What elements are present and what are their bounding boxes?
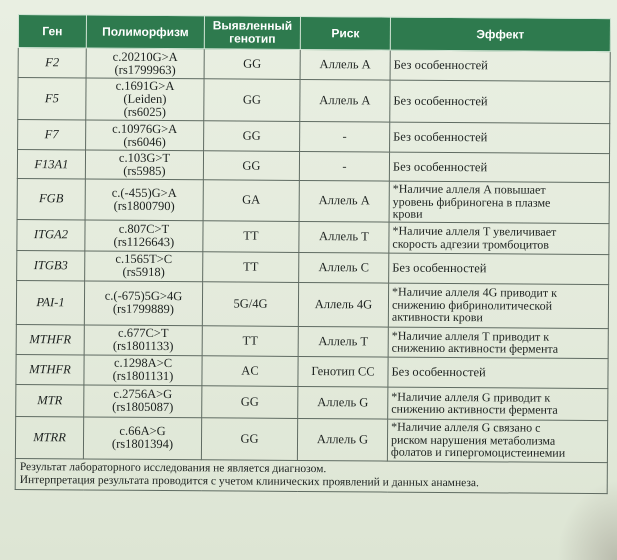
polymorphism-line: (rs1805087) — [112, 399, 174, 415]
header-risk: Риск — [300, 16, 390, 50]
polymorphism-line: (rs1799889) — [112, 301, 175, 317]
cell-effect — [388, 327, 608, 359]
effect-line: скорость адгезии тромбоцитов — [392, 236, 550, 252]
cell-risk: - — [299, 151, 389, 181]
cell-effect — [388, 387, 608, 421]
effect-line: *Наличие аллеля A повышает — [392, 181, 546, 197]
polymorphism-line: (rs1800790) — [113, 198, 175, 213]
cell-gene: MTHFR — [16, 324, 84, 354]
cell-risk: Генотип CC — [298, 356, 388, 387]
cell-gene: ITGA2 — [17, 219, 85, 250]
cell-risk: Аллель G — [297, 418, 387, 461]
cell-genotype: GG — [204, 49, 300, 80]
polymorphism-line: c.1565T>C — [115, 251, 173, 267]
cell-risk: Аллель T — [299, 221, 389, 253]
cell-risk: - — [300, 121, 390, 152]
cell-gene: F13A1 — [17, 150, 85, 179]
cell-polymorphism — [84, 354, 202, 385]
effect-line: риском нарушения метаболизма — [390, 432, 556, 448]
polymorphism-line: (rs6025) — [123, 104, 167, 120]
effect-line: Без особенностей — [392, 260, 487, 275]
table-row — [17, 178, 609, 223]
cell-effect — [388, 283, 608, 329]
polymorphism-line: c.20210G>A — [112, 49, 178, 64]
polymorphism-line: c.677C>T — [117, 325, 169, 341]
effect-line: Без особенностей — [393, 93, 488, 109]
effect-line: Без особенностей — [393, 57, 488, 73]
cell-effect — [388, 357, 608, 389]
header-effect: Эффект — [390, 17, 610, 52]
cell-polymorphism — [86, 48, 204, 79]
cell-polymorphism — [84, 384, 202, 417]
table-row — [16, 280, 608, 328]
effect-line: *Наличие аллеля G приводит к — [391, 389, 551, 405]
effect-line: Без особенностей — [392, 159, 488, 174]
cell-risk: Аллель A — [299, 180, 389, 221]
cell-gene: F7 — [18, 120, 86, 150]
polymorphism-line: (rs1801131) — [112, 368, 174, 384]
effect-line: снижению активности фермента — [391, 401, 558, 417]
polymorphism-line: (rs5985) — [123, 163, 166, 179]
cell-gene: F2 — [18, 48, 86, 78]
polymorphism-line: c.103G>T — [118, 150, 171, 166]
cell-genotype: GG — [203, 151, 299, 181]
cell-risk: Аллель G — [298, 386, 388, 419]
cell-genotype: GG — [201, 417, 297, 460]
polymorphism-line: c.10976G>A — [112, 121, 178, 136]
effect-line: снижению активности фермента — [391, 340, 559, 356]
cell-risk: Аллель A — [300, 79, 390, 122]
table-row — [17, 150, 609, 183]
cell-genotype: TT — [203, 220, 299, 252]
effect-line: крови — [392, 206, 423, 221]
polymorphism-line: (rs1801394) — [111, 436, 174, 452]
cell-effect — [387, 419, 607, 463]
cell-effect — [389, 222, 609, 255]
cell-polymorphism — [84, 324, 202, 355]
effect-line: *Наличие аллеля T увеличивает — [392, 223, 557, 239]
cell-polymorphism — [85, 219, 203, 251]
cell-polymorphism — [85, 179, 203, 220]
table-row — [16, 324, 608, 358]
cell-genotype: AC — [202, 355, 298, 386]
footer-note — [15, 458, 607, 493]
polymorphism-line: (rs1126643) — [113, 234, 175, 249]
table-row — [18, 78, 610, 124]
polymorphism-line: (rs1801133) — [112, 338, 174, 354]
table-footer-row — [15, 458, 607, 493]
table-row — [18, 120, 610, 154]
effect-line: уровень фибриногена в плазме — [392, 194, 551, 210]
polymorphism-line: c.1298A>C — [113, 355, 173, 371]
effect-line: *Наличие аллеля T приводит к — [391, 328, 550, 344]
cell-gene: ITGB3 — [17, 250, 85, 280]
genotype-results-table — [15, 14, 611, 494]
cell-polymorphism — [85, 150, 203, 180]
cell-effect — [390, 50, 610, 82]
cell-gene: MTRR — [15, 416, 83, 458]
cell-polymorphism — [85, 250, 203, 281]
table-row — [17, 219, 609, 254]
cell-polymorphism — [84, 280, 202, 325]
cell-risk: Аллель T — [298, 326, 388, 357]
cell-gene: F5 — [18, 78, 86, 120]
cell-genotype: GG — [202, 385, 298, 418]
cell-gene: FGB — [17, 178, 85, 219]
header-genotype: Выявленный генотип — [204, 16, 300, 50]
cell-polymorphism — [83, 416, 201, 459]
table-row — [16, 354, 608, 388]
cell-effect — [390, 122, 610, 154]
cell-risk: Аллель 4G — [298, 282, 388, 327]
effect-line: Без особенностей — [393, 129, 488, 145]
table-row — [17, 250, 609, 284]
effect-line: активности крови — [391, 309, 483, 325]
polymorphism-line: c.1691G>A — [115, 78, 175, 94]
polymorphism-line: (rs6046) — [123, 134, 166, 149]
cell-effect — [389, 152, 609, 183]
cell-risk: Аллель C — [299, 252, 389, 283]
cell-effect — [389, 253, 609, 285]
polymorphism-line: (Leiden) — [123, 91, 167, 107]
effect-line: *Наличие аллеля 4G приводит к — [392, 284, 558, 301]
cell-effect — [389, 181, 609, 223]
cell-polymorphism — [86, 120, 204, 151]
footer-line: Интерпретация результата проводится с учетом клинических проявлений и данных анамнеза. — [19, 473, 479, 489]
cell-genotype: GG — [204, 79, 300, 122]
cell-gene: MTHFR — [16, 354, 84, 384]
header-polymorphism: Полиморфизм — [86, 15, 204, 49]
effect-line: Без особенностей — [391, 364, 486, 379]
polymorphism-line: (rs5918) — [122, 264, 165, 280]
effect-line: фолатов и гипергомоцистеинемии — [390, 444, 566, 461]
table-row — [15, 416, 607, 462]
cell-gene: PAI-1 — [16, 280, 84, 324]
polymorphism-line: (rs1799963) — [114, 62, 176, 77]
cell-genotype: TT — [203, 251, 299, 282]
cell-risk: Аллель A — [300, 49, 390, 80]
cell-genotype: 5G/4G — [202, 281, 298, 326]
effect-line: снижению фибринолитической — [391, 297, 553, 313]
footer-line: Результат лабораторного исследования не является диагнозом. — [19, 460, 327, 475]
cell-genotype: TT — [202, 325, 298, 356]
table-row — [16, 384, 608, 420]
cell-genotype: GG — [204, 121, 300, 152]
cell-effect — [390, 80, 610, 124]
cell-genotype: GA — [203, 180, 299, 221]
table-header-row — [18, 15, 610, 52]
polymorphism-line: c.66A>G — [119, 423, 166, 439]
header-gene: Ген — [18, 15, 86, 48]
polymorphism-line: c.2756A>G — [113, 386, 173, 402]
cell-gene: MTR — [16, 384, 84, 416]
table-row — [18, 48, 610, 82]
polymorphism-line: c.(-455)G>A — [111, 185, 177, 200]
cell-polymorphism — [86, 78, 204, 121]
polymorphism-line: c.807C>T — [118, 221, 170, 236]
effect-line: *Наличие аллеля G связано с — [391, 419, 541, 435]
polymorphism-line: c.(-675)5G>4G — [104, 288, 183, 304]
